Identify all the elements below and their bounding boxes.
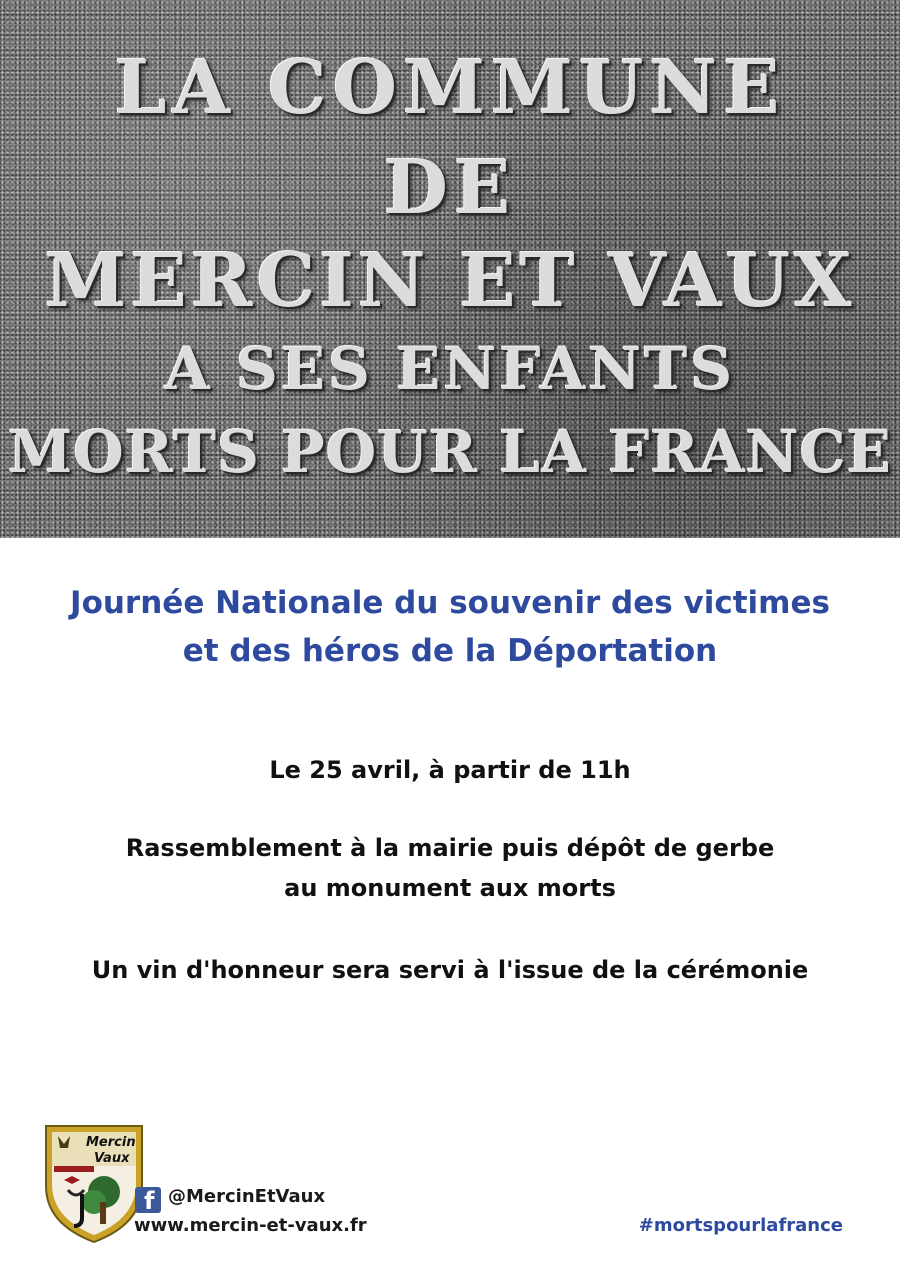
- event-program-line-2: au monument aux morts: [284, 874, 616, 902]
- svg-text:Mercin: Mercin: [86, 1135, 136, 1150]
- memorial-plaque-photo: [0, 0, 900, 538]
- event-reception: Un vin d'honneur sera servi à l'issue de la cérémonie: [91, 956, 809, 984]
- plaque-line-1: LA COMMUNE: [114, 45, 786, 131]
- website-link[interactable]: www.mercin-et-vaux.fr: [134, 1215, 367, 1236]
- hashtag: #mortspourlafrance: [638, 1215, 843, 1236]
- plaque-line-2: DE: [383, 145, 517, 231]
- plaque-line-5: MORTS POUR LA FRANCE: [8, 418, 892, 486]
- event-title-line-1: Journée Nationale du souvenir des victimes: [70, 585, 830, 621]
- facebook-handle[interactable]: @MercinEtVaux: [168, 1186, 326, 1207]
- svg-text:Vaux: Vaux: [94, 1151, 130, 1166]
- plaque-line-4: A SES ENFANTS: [164, 335, 736, 403]
- event-date: Le 25 avril, à partir de 11h: [269, 756, 631, 784]
- town-crest-logo: [42, 1124, 146, 1244]
- plaque-line-3: MERCIN ET VAUX: [44, 238, 856, 324]
- facebook-icon[interactable]: f: [135, 1187, 161, 1213]
- event-title-line-2: et des héros de la Déportation: [182, 633, 718, 669]
- event-program-line-1: Rassemblement à la mairie puis dépôt de gerbe: [125, 834, 775, 862]
